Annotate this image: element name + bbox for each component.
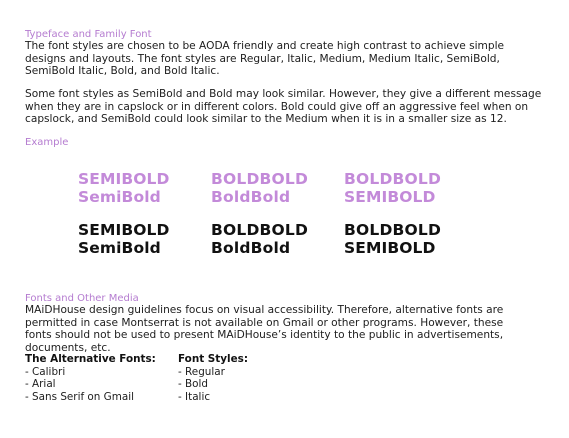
typeface-paragraph-1: The font styles are chosen to be AODA friendly and create high contrast to achieve simple designs and layouts. The font styles are Regular, Italic, Medium, Medium Italic, SemiBold, SemiBold Italic, Bold, and Bold Italic.: [25, 40, 505, 78]
alternative-fonts-title: The Alternative Fonts:: [25, 353, 156, 365]
list-item: - Arial: [25, 378, 56, 391]
fonts-media-paragraph: MAiDHouse design guidelines focus on visual accessibility. Therefore, alternative fonts are permitted in case Montserrat is not available on Gmail or other programs. However, these fonts should not be used to present MAiDHouse’s identity to the public in advertisements, documents, etc.: [25, 304, 504, 354]
example-black-semibold: SemiBold: [78, 239, 161, 257]
example-purple-semibold-caps-2: SEMIBOLD: [344, 188, 436, 206]
example-black-bold-caps: BOLDBOLD: [211, 221, 309, 239]
font-styles-list: [178, 353, 248, 403]
example-purple-bold-caps: BOLDBOLD: [211, 170, 309, 188]
list-item: - Italic: [178, 390, 211, 403]
example-black-bold-caps-2: BOLDBOLD: [344, 221, 442, 239]
list-item: - Bold: [178, 378, 209, 391]
example-black-semibold-caps: SEMIBOLD: [78, 221, 170, 239]
example-purple-bold: BoldBold: [211, 188, 291, 206]
list-item: - Regular: [178, 365, 225, 378]
typeface-paragraph-2: Some font styles as SemiBold and Bold may look similar. However, they give a different message when they are in capslock or in different colors. Bold could give off an aggressive feel when on capslock, and SemiBold could look similar to the Medium when it is in a smaller size as 12.: [25, 88, 542, 126]
list-item: - Calibri: [25, 365, 66, 378]
example-purple-semibold: SemiBold: [78, 188, 161, 206]
section-heading-example: Example: [25, 137, 69, 148]
example-purple-bold-caps-2: BOLDBOLD: [344, 170, 442, 188]
font-styles-title: Font Styles:: [178, 353, 248, 365]
example-black-bold: BoldBold: [211, 239, 291, 257]
list-item: - Sans Serif on Gmail: [25, 390, 134, 403]
example-purple-semibold-caps: SEMIBOLD: [78, 170, 170, 188]
section-heading-fonts-media: Fonts and Other Media: [25, 293, 139, 304]
section-heading-typeface: Typeface and Family Font: [25, 29, 152, 40]
alternative-fonts-list: [25, 353, 156, 403]
example-black-semibold-caps-2: SEMIBOLD: [344, 239, 436, 257]
